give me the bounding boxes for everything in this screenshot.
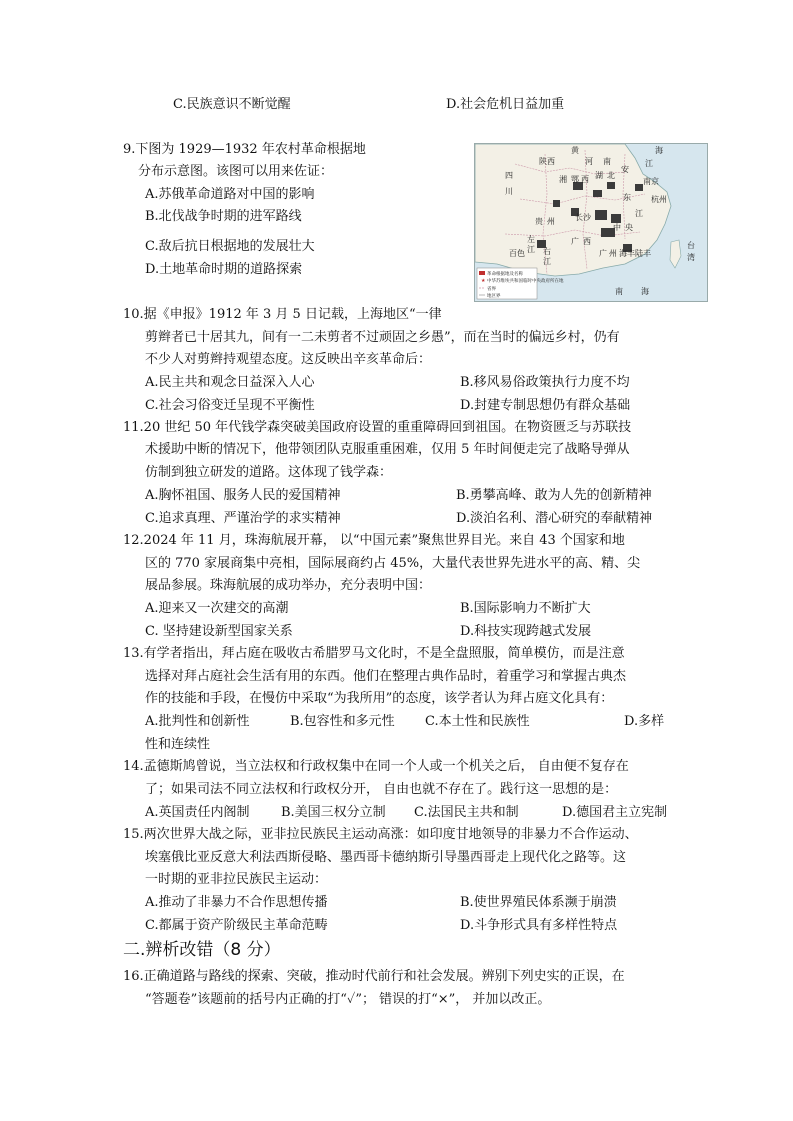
- map-label: 湖: [595, 171, 603, 180]
- q12-stem-line2: 区的 770 家展商集中亮相，国际展商约占 45%，大量代表世界先进水平的高、精、尖: [145, 556, 641, 571]
- q14-stem-line2: 了；如果司法不同立法权和行政权分开， 自由也就不存在了。践行这一思想的是：: [145, 782, 618, 797]
- q14-option-c: C.法国民主共和制: [414, 805, 519, 820]
- map-label: 南: [603, 157, 611, 166]
- legend-item: 省界: [487, 287, 496, 292]
- map-label: 西: [581, 175, 589, 184]
- map-label: 长沙: [575, 213, 591, 222]
- map-label: 海: [619, 249, 627, 258]
- map-label: 杭州: [651, 195, 667, 204]
- map-label: 江: [635, 209, 643, 218]
- q15-option-b: B.使世界殖民体系濒于崩溃: [460, 895, 617, 910]
- q16-stem-line1: 16.正确道路与路线的探索、突破，推动时代前行和社会发展。辨别下列史实的正误，在: [123, 969, 625, 984]
- q9-stem-line1: 9.下图为 1929—1932 年农村革命根据地: [123, 142, 366, 157]
- q14-stem-line1: 14.孟德斯鸠曾说，当立法权和行政权集中在同一个人或一个机关之后， 自由便不复存在: [123, 759, 629, 774]
- map-label: 广: [571, 237, 579, 246]
- q15-option-d: D.斗争形式具有多样性特点: [460, 918, 618, 933]
- svg-text:★: ★: [481, 278, 486, 284]
- map-label: 贵: [535, 217, 543, 226]
- map-label: 台: [687, 241, 695, 250]
- q13-stem-line2: 选择对拜占庭社会生活有用的东西。他们在整理古典作品时，着重学习和掌握古典杰: [145, 669, 627, 684]
- map-label: 江: [527, 245, 535, 254]
- map-label: 江: [645, 159, 653, 168]
- map-label: 安: [621, 165, 629, 174]
- q12-stem-line1: 12.2024 年 11 月，珠海航展开幕， 以“中国元素”聚焦世界目光。来自 43 个国家和地: [123, 533, 625, 548]
- map-label: 百色: [509, 249, 525, 258]
- q13-stem-line3: 作的技能和手段，在慢仿中采取“为我所用”的态度，该学者认为拜占庭文化具有：: [145, 691, 614, 706]
- map-label: 河: [585, 157, 593, 166]
- q8-option-c: C.民族意识不断觉醒: [173, 97, 291, 112]
- q11-option-b: B.勇攀高峰、敢为人先的创新精神: [456, 488, 652, 503]
- q11-option-d: D.淡泊名利、潜心研究的奉献精神: [456, 511, 653, 526]
- map-label: 四: [505, 171, 513, 180]
- q15-stem-line3: 一时期的亚非拉民族民主运动：: [145, 872, 328, 887]
- q11-option-c: C.追求真理、严谨治学的求实精神: [145, 511, 341, 526]
- q16-stem-line2: “答题卷”该题前的括号内正确的打“✓”； 错误的打“×”， 并加以改正。: [145, 992, 551, 1007]
- map-label: 海: [641, 287, 649, 296]
- map-label: 南: [615, 287, 623, 296]
- map-label: 州: [547, 217, 555, 226]
- map-label: 湾: [687, 253, 695, 262]
- map-label: 陆: [635, 249, 643, 258]
- q10-stem-line3: 不少人对剪辫持观望态度。这反映出辛亥革命后：: [145, 352, 432, 367]
- q10-stem-line2: 剪辫者已十居其九，间有一二未剪者不过顽固之乡愚”，而在当时的偏远乡村，仍有: [145, 330, 620, 345]
- q11-stem-line1: 11.20 世纪 50 年代钱学森突破美国政府设置的重重障碍回到祖国。在物资匮乏与苏联技: [123, 420, 632, 435]
- q9-option-b: B.北伐战争时期的进军路线: [145, 209, 302, 224]
- q11-stem-line2: 术援助中断的情况下，他带领团队克服重重困难，仅用 5 年时间便走完了战略导弹从: [145, 442, 630, 457]
- map-label: 左: [527, 235, 535, 244]
- map-label: 州: [609, 249, 617, 258]
- map-label: 陕西: [539, 157, 555, 166]
- q10-option-a: A.民主共和观念日益深入人心: [145, 375, 315, 390]
- q15-option-c: C.都属于资产阶级民主革命范畴: [145, 918, 328, 933]
- q13-option-b: B.包容性和多元性: [290, 714, 395, 729]
- map-label: 央: [625, 223, 633, 232]
- map-label: 丰: [627, 249, 635, 258]
- q9-option-c: C.敌后抗日根据地的发展壮大: [145, 239, 315, 254]
- q8-option-d: D.社会危机日益加重: [446, 97, 565, 112]
- q11-stem-line3: 仿制到独立研发的道路。这体现了钱学森：: [145, 465, 393, 480]
- q10-stem-line1: 10.据《申报》1912 年 3 月 5 日记载，上海地区“一律: [123, 307, 442, 322]
- q13-option-c: C.本土性和民族性: [425, 714, 530, 729]
- q12-option-a: A.迎来又一次建交的高潮: [145, 601, 289, 616]
- q12-option-b: B.国际影响力不断扩大: [460, 601, 591, 616]
- q14-option-b: B.美国三权分立制: [281, 805, 386, 820]
- q10-option-d: D.封建专制思想仍有群众基础: [460, 398, 631, 413]
- q13-option-d: D.多样: [624, 714, 665, 729]
- q15-stem-line1: 15.两次世界大战之际，亚非拉民族民主运动高涨：如印度甘地领导的非暴力不合作运动、: [123, 827, 638, 842]
- map-label: 川: [505, 187, 513, 196]
- legend-item: 中华苏维埃共和国临时中央政府所在地: [487, 279, 564, 284]
- map-label: 江: [543, 257, 551, 266]
- section-2-heading: 二.辨析改错（8 分）: [123, 940, 281, 960]
- q13-stem-line1: 13.有学者指出，拜占庭在吸收古希腊罗马文化时，不是全盘照服，简单模仿，而是注意: [123, 646, 625, 661]
- map-label: 鄂: [571, 175, 579, 184]
- q12-option-d: D.科技实现跨越式发展: [460, 624, 592, 639]
- q15-stem-line2: 埃塞俄比亚反意大利法西斯侵略、墨西哥卡德纳斯引导墨西哥走上现代化之路等。这: [145, 850, 627, 865]
- map-label: 南京: [643, 177, 659, 186]
- map-svg: [475, 144, 707, 301]
- q13-option-a: A.批判性和创新性: [145, 714, 250, 729]
- q12-option-c: C. 坚持建设新型国家关系: [145, 624, 293, 639]
- map-label: 东: [623, 193, 631, 202]
- map-label: 西: [583, 237, 591, 246]
- legend-item: 地区界: [487, 294, 501, 299]
- legend-item: 革命根据地及名称: [487, 272, 523, 277]
- map-label: 北: [607, 171, 615, 180]
- q14-option-a: A.英国责任内阁制: [145, 805, 250, 820]
- map-label: 黄: [571, 146, 579, 155]
- q15-option-a: A.推动了非暴力不合作思想传播: [145, 895, 328, 910]
- q10-option-c: C.社会习俗变迁呈现不平衡性: [145, 398, 315, 413]
- map-label: 右: [543, 247, 551, 256]
- map-label: 中: [613, 223, 621, 232]
- q12-stem-line3: 展品参展。珠海航展的成功举办，充分表明中国：: [145, 578, 432, 593]
- map-label: 广: [599, 249, 607, 258]
- q9-base-areas-map: [474, 143, 708, 302]
- q10-option-b: B.移风易俗政策执行力度不均: [460, 375, 630, 390]
- q9-option-d: D.土地革命时期的道路探索: [145, 262, 303, 277]
- map-label: 湘: [559, 175, 567, 184]
- q9-stem-line2: 分布示意图。该图可以用来佐证：: [138, 164, 334, 179]
- q14-option-d: D.德国君主立宪制: [562, 805, 668, 820]
- q11-option-a: A.胸怀祖国、服务人民的爱国精神: [145, 488, 341, 503]
- map-label: 海: [655, 146, 663, 155]
- q13-option-d-continued: 性和连续性: [145, 737, 211, 752]
- map-label: 丰: [643, 249, 651, 258]
- q9-option-a: A.苏俄革命道路对中国的影响: [145, 187, 315, 202]
